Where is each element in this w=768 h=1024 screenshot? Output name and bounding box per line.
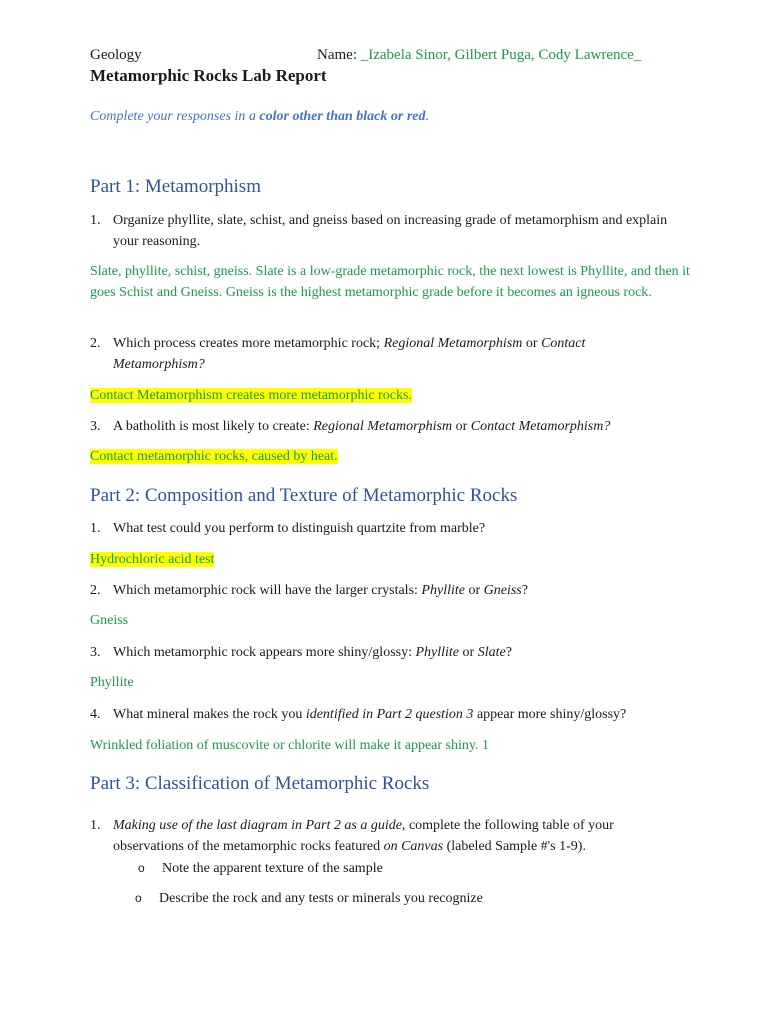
question-text: Which metamorphic rock will have the larger crystals: bbox=[113, 583, 422, 598]
question-italic: Phyllite bbox=[415, 645, 460, 660]
question-italic: Making use of the last diagram in Part 2 as a guide, bbox=[113, 818, 406, 833]
question-text: appear more shiny/glossy? bbox=[473, 707, 627, 722]
question-text: or bbox=[452, 419, 471, 434]
question-text: ? bbox=[505, 645, 512, 660]
instructions-after: . bbox=[425, 109, 429, 124]
part1-answer-2 bbox=[90, 386, 690, 407]
question-italic: Contact Metamorphism? bbox=[470, 419, 611, 434]
question-italic: Gneiss bbox=[483, 583, 522, 598]
part1-answer-1: Slate, phyllite, schist, gneiss. Slate is a low-grade metamorphic rock, the next lowest is Phyllite, and then it goes Schist and Gneiss. Gneiss is the highest metamorphic grade before it becomes an igneous rock. bbox=[90, 264, 690, 300]
part2-question-1 bbox=[90, 518, 680, 539]
part1-heading: Part 1: Metamorphism bbox=[90, 176, 261, 197]
name-label: Name: bbox=[317, 47, 361, 63]
question-text: (labeled Sample #'s 1-9). bbox=[443, 839, 586, 854]
part2-answer-3: Phyllite bbox=[90, 675, 134, 690]
question-text: complete the following table of your observations of the metamorphic rocks featured bbox=[113, 818, 614, 854]
highlighted-answer: Contact Metamorphism creates more metamorphic rocks. bbox=[90, 388, 412, 403]
question-text: ? bbox=[521, 583, 528, 598]
part2-question-4 bbox=[90, 704, 680, 725]
part2-heading: Part 2: Composition and Texture of Metamorphic Rocks bbox=[90, 485, 518, 506]
question-text: Organize phyllite, slate, schist, and gneiss based on increasing grade of metamorphism and explain your reasoning. bbox=[113, 213, 668, 249]
question-text: Which process creates more metamorphic rock; bbox=[113, 336, 384, 351]
name-value: _Izabela Sinor, Gilbert Puga, Cody Lawrence_ bbox=[360, 47, 642, 63]
question-text: What test could you perform to distinguish quartzite from marble? bbox=[113, 521, 486, 536]
question-number: 1. bbox=[90, 521, 101, 536]
question-number: 3. bbox=[90, 419, 101, 434]
bullet-text: Describe the rock and any tests or minerals you recognize bbox=[159, 891, 483, 906]
instructions-bold: color other than black or red bbox=[259, 109, 426, 124]
part2-answer-1 bbox=[90, 550, 690, 571]
highlighted-answer: Hydrochloric acid test bbox=[90, 552, 215, 567]
question-number: 2. bbox=[90, 336, 101, 351]
part2-answer-2: Gneiss bbox=[90, 613, 129, 628]
question-italic: Phyllite bbox=[421, 583, 465, 598]
question-number: 2. bbox=[90, 583, 101, 598]
question-text: A batholith is most likely to create: bbox=[113, 419, 314, 434]
part1-question-1 bbox=[90, 210, 680, 252]
question-number: 3. bbox=[90, 645, 101, 660]
part3-question-1 bbox=[90, 815, 680, 857]
part1-answer-3 bbox=[90, 447, 690, 468]
page-title: Metamorphic Rocks Lab Report bbox=[90, 66, 327, 85]
instructions bbox=[90, 109, 429, 125]
part3-heading: Part 3: Classification of Metamorphic Rocks bbox=[90, 773, 430, 794]
instructions-before: Complete your responses in a bbox=[90, 109, 260, 124]
question-number: 1. bbox=[90, 213, 101, 228]
question-text: What mineral makes the rock you bbox=[113, 707, 306, 722]
question-italic: identified in Part 2 question 3 bbox=[305, 707, 474, 722]
bullet-marker: o bbox=[135, 891, 142, 905]
student-names bbox=[317, 47, 641, 64]
question-italic: on Canvas bbox=[383, 839, 444, 854]
bullet-marker: o bbox=[138, 861, 145, 875]
question-italic: Regional Metamorphism bbox=[313, 419, 453, 434]
question-number: 4. bbox=[90, 707, 101, 722]
question-italic: Slate bbox=[477, 645, 506, 660]
part1-question-2 bbox=[90, 333, 680, 375]
question-text: or bbox=[464, 583, 484, 598]
question-italic: Regional Metamorphism bbox=[383, 336, 523, 351]
question-text: or bbox=[522, 336, 542, 351]
course-label: Geology bbox=[90, 47, 142, 63]
question-italic: Contact Metamorphism? bbox=[113, 336, 586, 372]
question-number: 1. bbox=[90, 818, 101, 833]
part2-question-2 bbox=[90, 580, 680, 601]
highlighted-answer: Contact metamorphic rocks, caused by heat. bbox=[90, 449, 338, 464]
part1-question-3 bbox=[90, 416, 680, 437]
part2-answer-4: Wrinkled foliation of muscovite or chlorite will make it appear shiny. 1 bbox=[90, 738, 489, 753]
bullet-text: Note the apparent texture of the sample bbox=[162, 861, 383, 876]
part2-question-3 bbox=[90, 642, 680, 663]
question-text: or bbox=[459, 645, 478, 660]
question-text: Which metamorphic rock appears more shiny/glossy: bbox=[113, 645, 416, 660]
